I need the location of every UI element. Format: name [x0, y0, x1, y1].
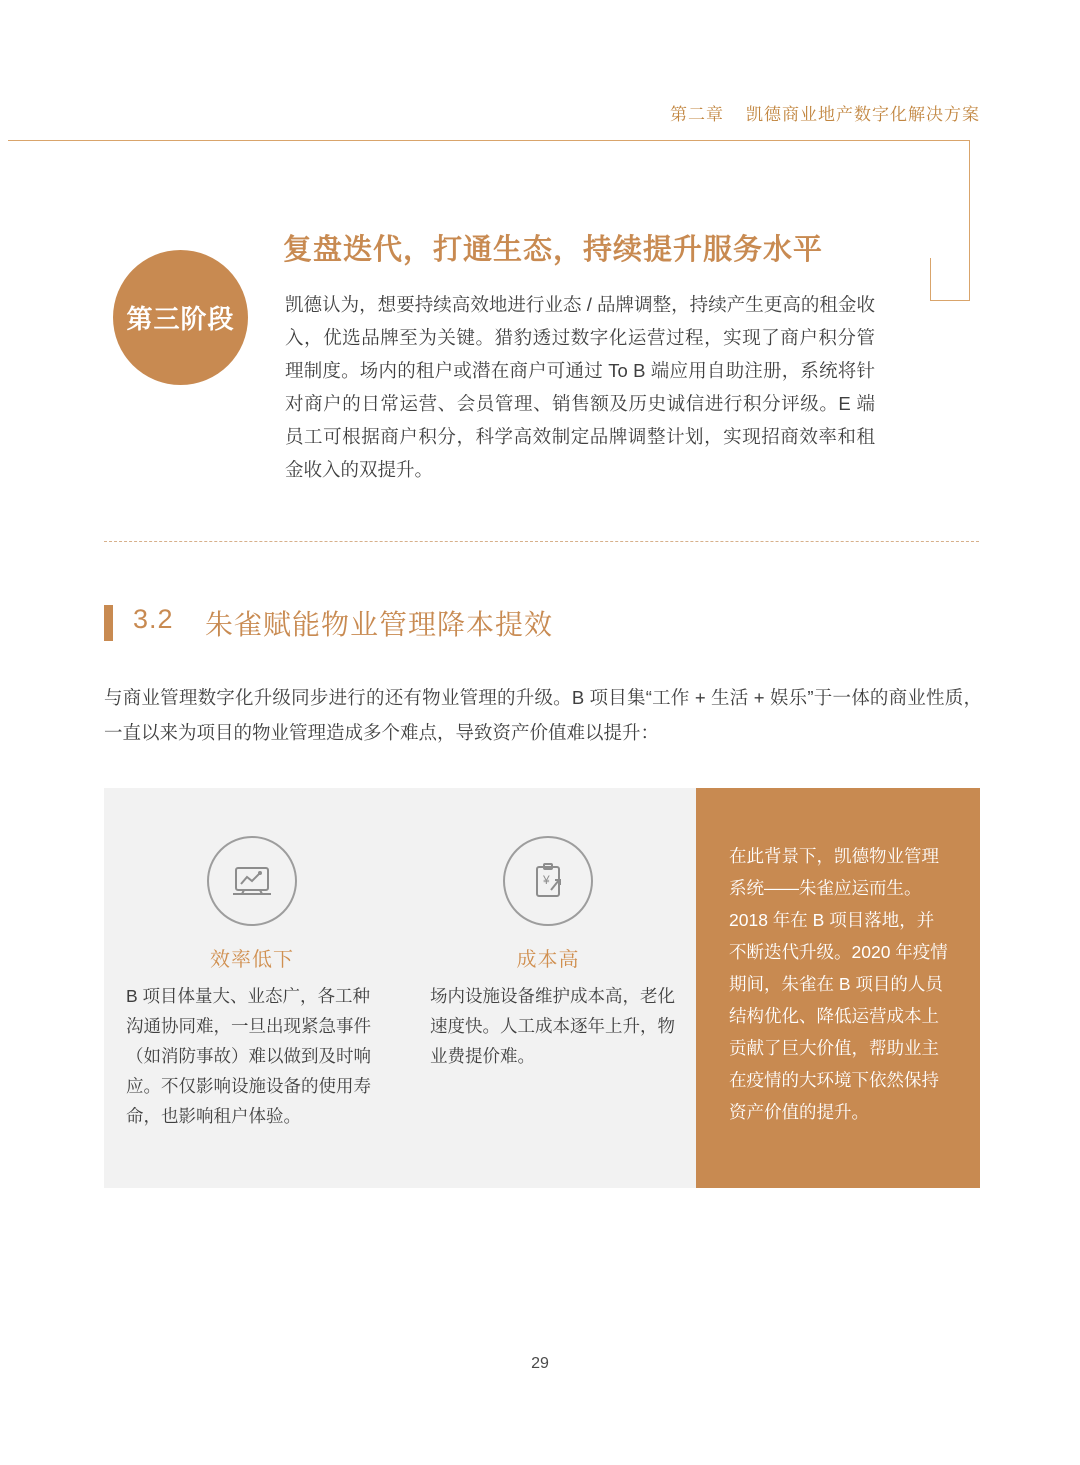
pain-point-body: 场内设施设备维护成本高，老化速度快。人工成本逐年上升，物业费提价难。 [430, 986, 675, 1066]
chart-decline-monitor-icon [207, 836, 297, 926]
decorative-top-rule [8, 140, 970, 141]
pain-point-body: B 项目体量大、业态广，各工种沟通协同难，一旦出现紧急事件（如消防事故）难以做到及时响应。不仅影响设施设备的使用寿命，也影响租户体验。 [126, 986, 371, 1126]
pain-points-container [104, 788, 696, 1188]
decorative-inner-horizontal-rule [930, 300, 970, 301]
pain-point-card-cost [400, 788, 696, 1188]
section-intro-text: 与商业管理数字化升级同步进行的还有物业管理的升级。B 项目集“工作 + 生活 + 娱乐”于一体的商业性质，一直以来为项目的物业管理造成多个难点，导致资产价值难以提升： [104, 687, 982, 743]
pain-point-title: 成本高 [516, 949, 580, 971]
svg-text:¥: ¥ [543, 873, 550, 887]
cost-rising-clipboard-icon [503, 836, 593, 926]
highlight-callout [696, 788, 980, 1188]
section-title: 朱雀赋能物业管理降本提效 [205, 609, 554, 640]
header-title: 凯德商业地产数字化解决方案 [746, 105, 980, 124]
page-number: 29 [531, 1355, 549, 1372]
page-header [670, 100, 980, 125]
section-marker [104, 605, 113, 641]
pain-point-card-efficiency [104, 788, 400, 1188]
pain-point-title: 效率低下 [210, 949, 294, 971]
highlight-text: 在此背景下，凯德物业管理系统——朱雀应运而生。2018 年在 B 项目落地，并不断迭代升级。2020 年疫情期间，朱雀在 B 项目的人员结构优化、降低运营成本上贡献了巨大价值，帮助业主在疫情的大环境下依然保持资产价值的提升。 [729, 846, 948, 1122]
decorative-inner-vertical-rule [930, 258, 931, 300]
header-chapter: 第二章 [670, 105, 724, 124]
stage-body-text: 凯德认为，想要持续高效地进行业态 / 品牌调整，持续产生更高的租金收入，优选品牌至为关键。猎豹透过数字化运营过程，实现了商户积分管理制度。场内的租户或潜在商户可通过 To B 端应用自助注册，系统将针对商户的日常运营、会员管理、销售额及历史诚信进行积分评级。E 端员工可根据商户积分，科学高效制定品牌调整计划，实现招商效率和租金收入的双提升。 [285, 294, 875, 480]
stage-badge: 第三阶段 [113, 250, 248, 385]
decorative-right-rule [969, 140, 970, 300]
section-divider [104, 541, 979, 542]
stage-heading: 复盘迭代，打通生态，持续提升服务水平 [283, 234, 824, 266]
section-number: 3.2 [133, 604, 174, 634]
pain-points-panel [104, 788, 980, 1188]
